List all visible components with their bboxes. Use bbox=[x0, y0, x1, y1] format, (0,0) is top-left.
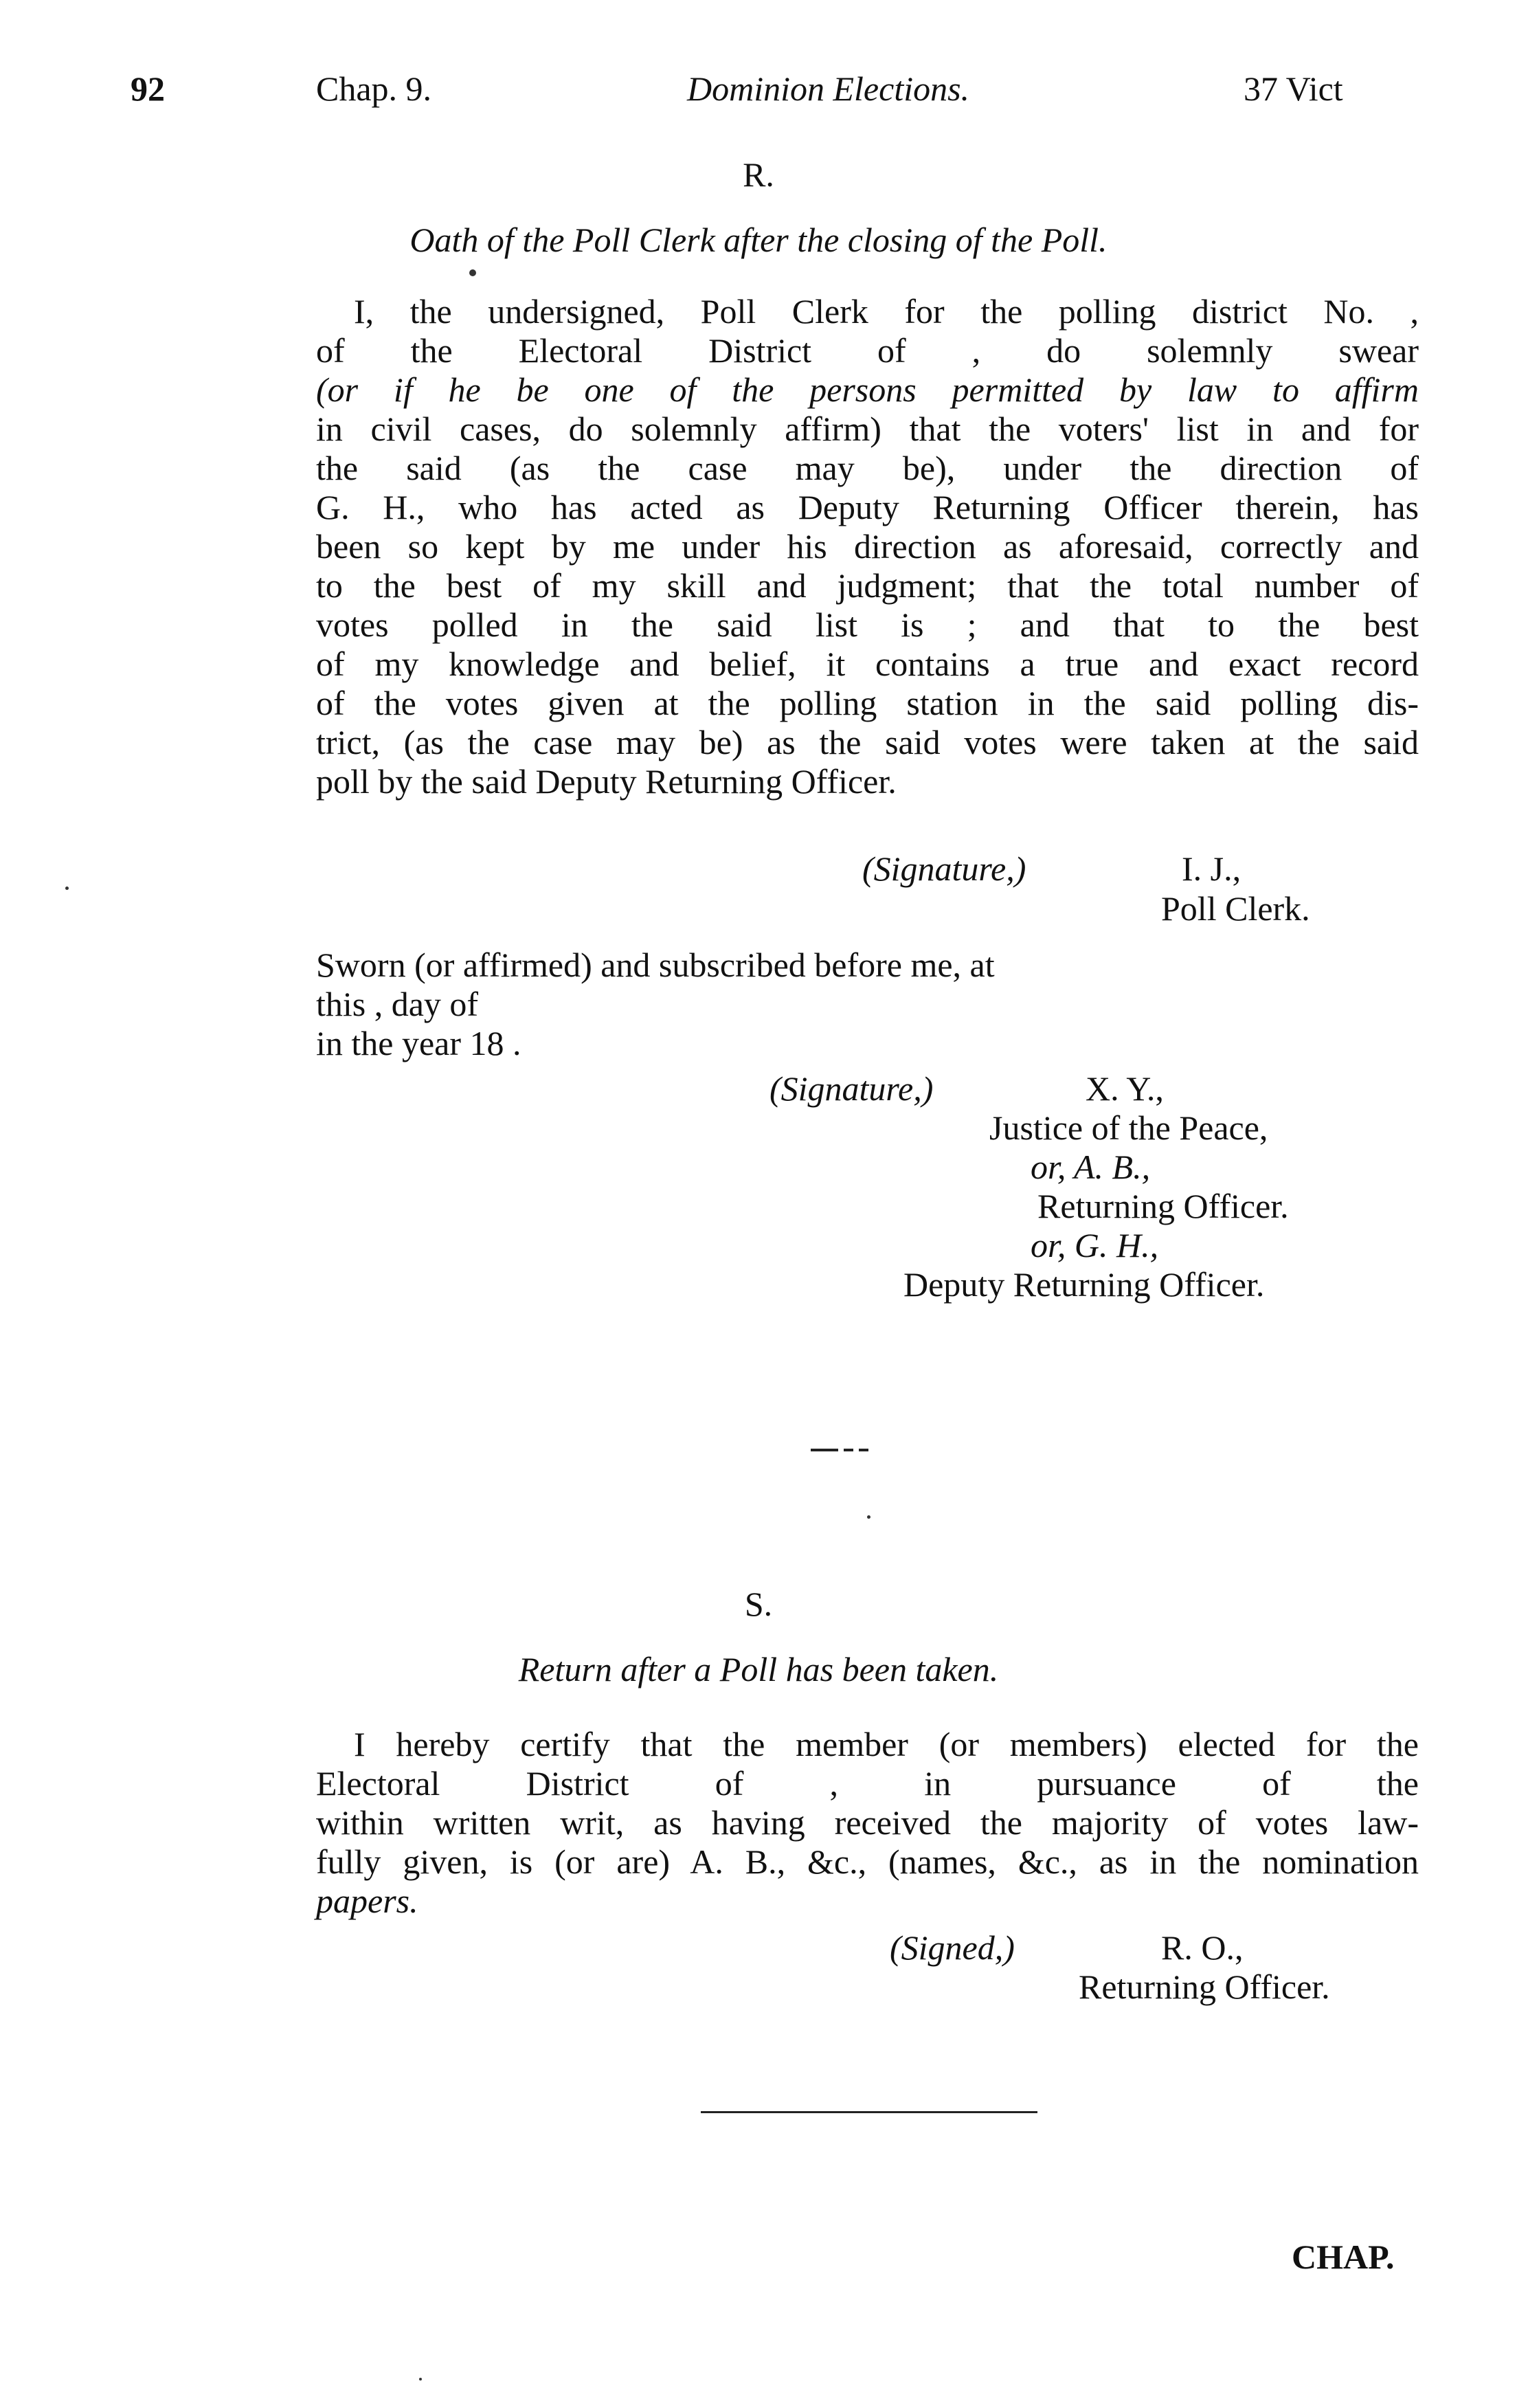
sworn-line: Sworn (or affirmed) and subscribed before me, at bbox=[316, 946, 995, 984]
ink-speck bbox=[65, 887, 69, 890]
section-separator-dash bbox=[859, 1449, 868, 1451]
oath-line: (or if he be one of the persons permitted by law to affirm bbox=[316, 370, 1419, 409]
oath-line: of the votes given at the polling station in the said polling dis- bbox=[316, 684, 1419, 722]
chapter-label: Chap. 9. bbox=[316, 69, 432, 108]
ink-speck bbox=[469, 269, 476, 276]
signatory-initials: I. J., bbox=[1182, 849, 1241, 888]
section-r-oath-body bbox=[316, 292, 1419, 801]
return-line: papers. bbox=[316, 1882, 418, 1920]
section-r-title: Oath of the Poll Clerk after the closing of the Poll. bbox=[409, 221, 1108, 259]
section-separator-dash bbox=[844, 1449, 853, 1451]
section-s-return-body bbox=[316, 1725, 1419, 1921]
catchword: CHAP. bbox=[1292, 2238, 1395, 2276]
oath-line: votes polled in the said list is ; and that to the best bbox=[316, 605, 1419, 644]
ink-speck bbox=[867, 1515, 870, 1519]
oath-line: trict, (as the case may be) as the said votes were taken at the said bbox=[316, 723, 1419, 761]
witness-line: Justice of the Peace, bbox=[989, 1108, 1268, 1147]
oath-line: been so kept by me under his direction as aforesaid, correctly and bbox=[316, 527, 1419, 566]
oath-line: in civil cases, do solemnly affirm) that the voters' list in and for bbox=[316, 410, 1419, 448]
return-line: within written writ, as having received the majority of votes law- bbox=[316, 1803, 1419, 1842]
section-s-title: Return after a Poll has been taken. bbox=[518, 1650, 999, 1688]
oath-line: the said (as the case may be), under the direction of bbox=[316, 449, 1419, 487]
witness-line: X. Y., bbox=[1086, 1069, 1164, 1108]
witness-signature-label: (Signature,) bbox=[769, 1069, 934, 1108]
witness-line: Deputy Returning Officer. bbox=[903, 1265, 1265, 1304]
section-separator-dash bbox=[811, 1449, 838, 1451]
return-line: Electoral District of , in pursuance of the bbox=[316, 1764, 1419, 1803]
returning-officer-role: Returning Officer. bbox=[1079, 1967, 1330, 2006]
oath-line: G. H., who has acted as Deputy Returning Officer therein, has bbox=[316, 488, 1419, 526]
oath-line: I, the undersigned, Poll Clerk for the polling district No. , bbox=[354, 292, 1419, 331]
return-line: I hereby certify that the member (or members) elected for the bbox=[354, 1725, 1419, 1763]
witness-line: or, A. B., bbox=[1031, 1148, 1151, 1186]
returning-officer-initials: R. O., bbox=[1161, 1928, 1244, 1967]
section-r-letter: R. bbox=[743, 155, 774, 194]
sworn-line: in the year 18 . bbox=[316, 1024, 521, 1062]
oath-line: of my knowledge and belief, it contains a true and exact record bbox=[316, 645, 1419, 683]
oath-line: of the Electoral District of , do solemnly swear bbox=[316, 331, 1419, 370]
running-title: Dominion Elections. bbox=[687, 69, 970, 108]
page-number: 92 bbox=[131, 69, 165, 108]
witness-line: Returning Officer. bbox=[1037, 1187, 1289, 1225]
closing-rule bbox=[701, 2111, 1037, 2113]
ink-speck bbox=[419, 2378, 422, 2381]
section-s-letter: S. bbox=[744, 1585, 773, 1623]
witness-line: or, G. H., bbox=[1031, 1226, 1159, 1264]
return-line: fully given, is (or are) A. B., &c., (names, &c., as in the nomination bbox=[316, 1842, 1419, 1881]
sworn-line: this , day of bbox=[316, 985, 479, 1023]
oath-line: to the best of my skill and judgment; that the total number of bbox=[316, 566, 1419, 605]
signatory-role: Poll Clerk. bbox=[1161, 889, 1310, 928]
regnal-year: 37 Vict bbox=[1244, 69, 1343, 108]
signed-label: (Signed,) bbox=[890, 1928, 1015, 1967]
oath-line: poll by the said Deputy Returning Officer. bbox=[316, 762, 897, 801]
signature-label: (Signature,) bbox=[862, 849, 1026, 888]
